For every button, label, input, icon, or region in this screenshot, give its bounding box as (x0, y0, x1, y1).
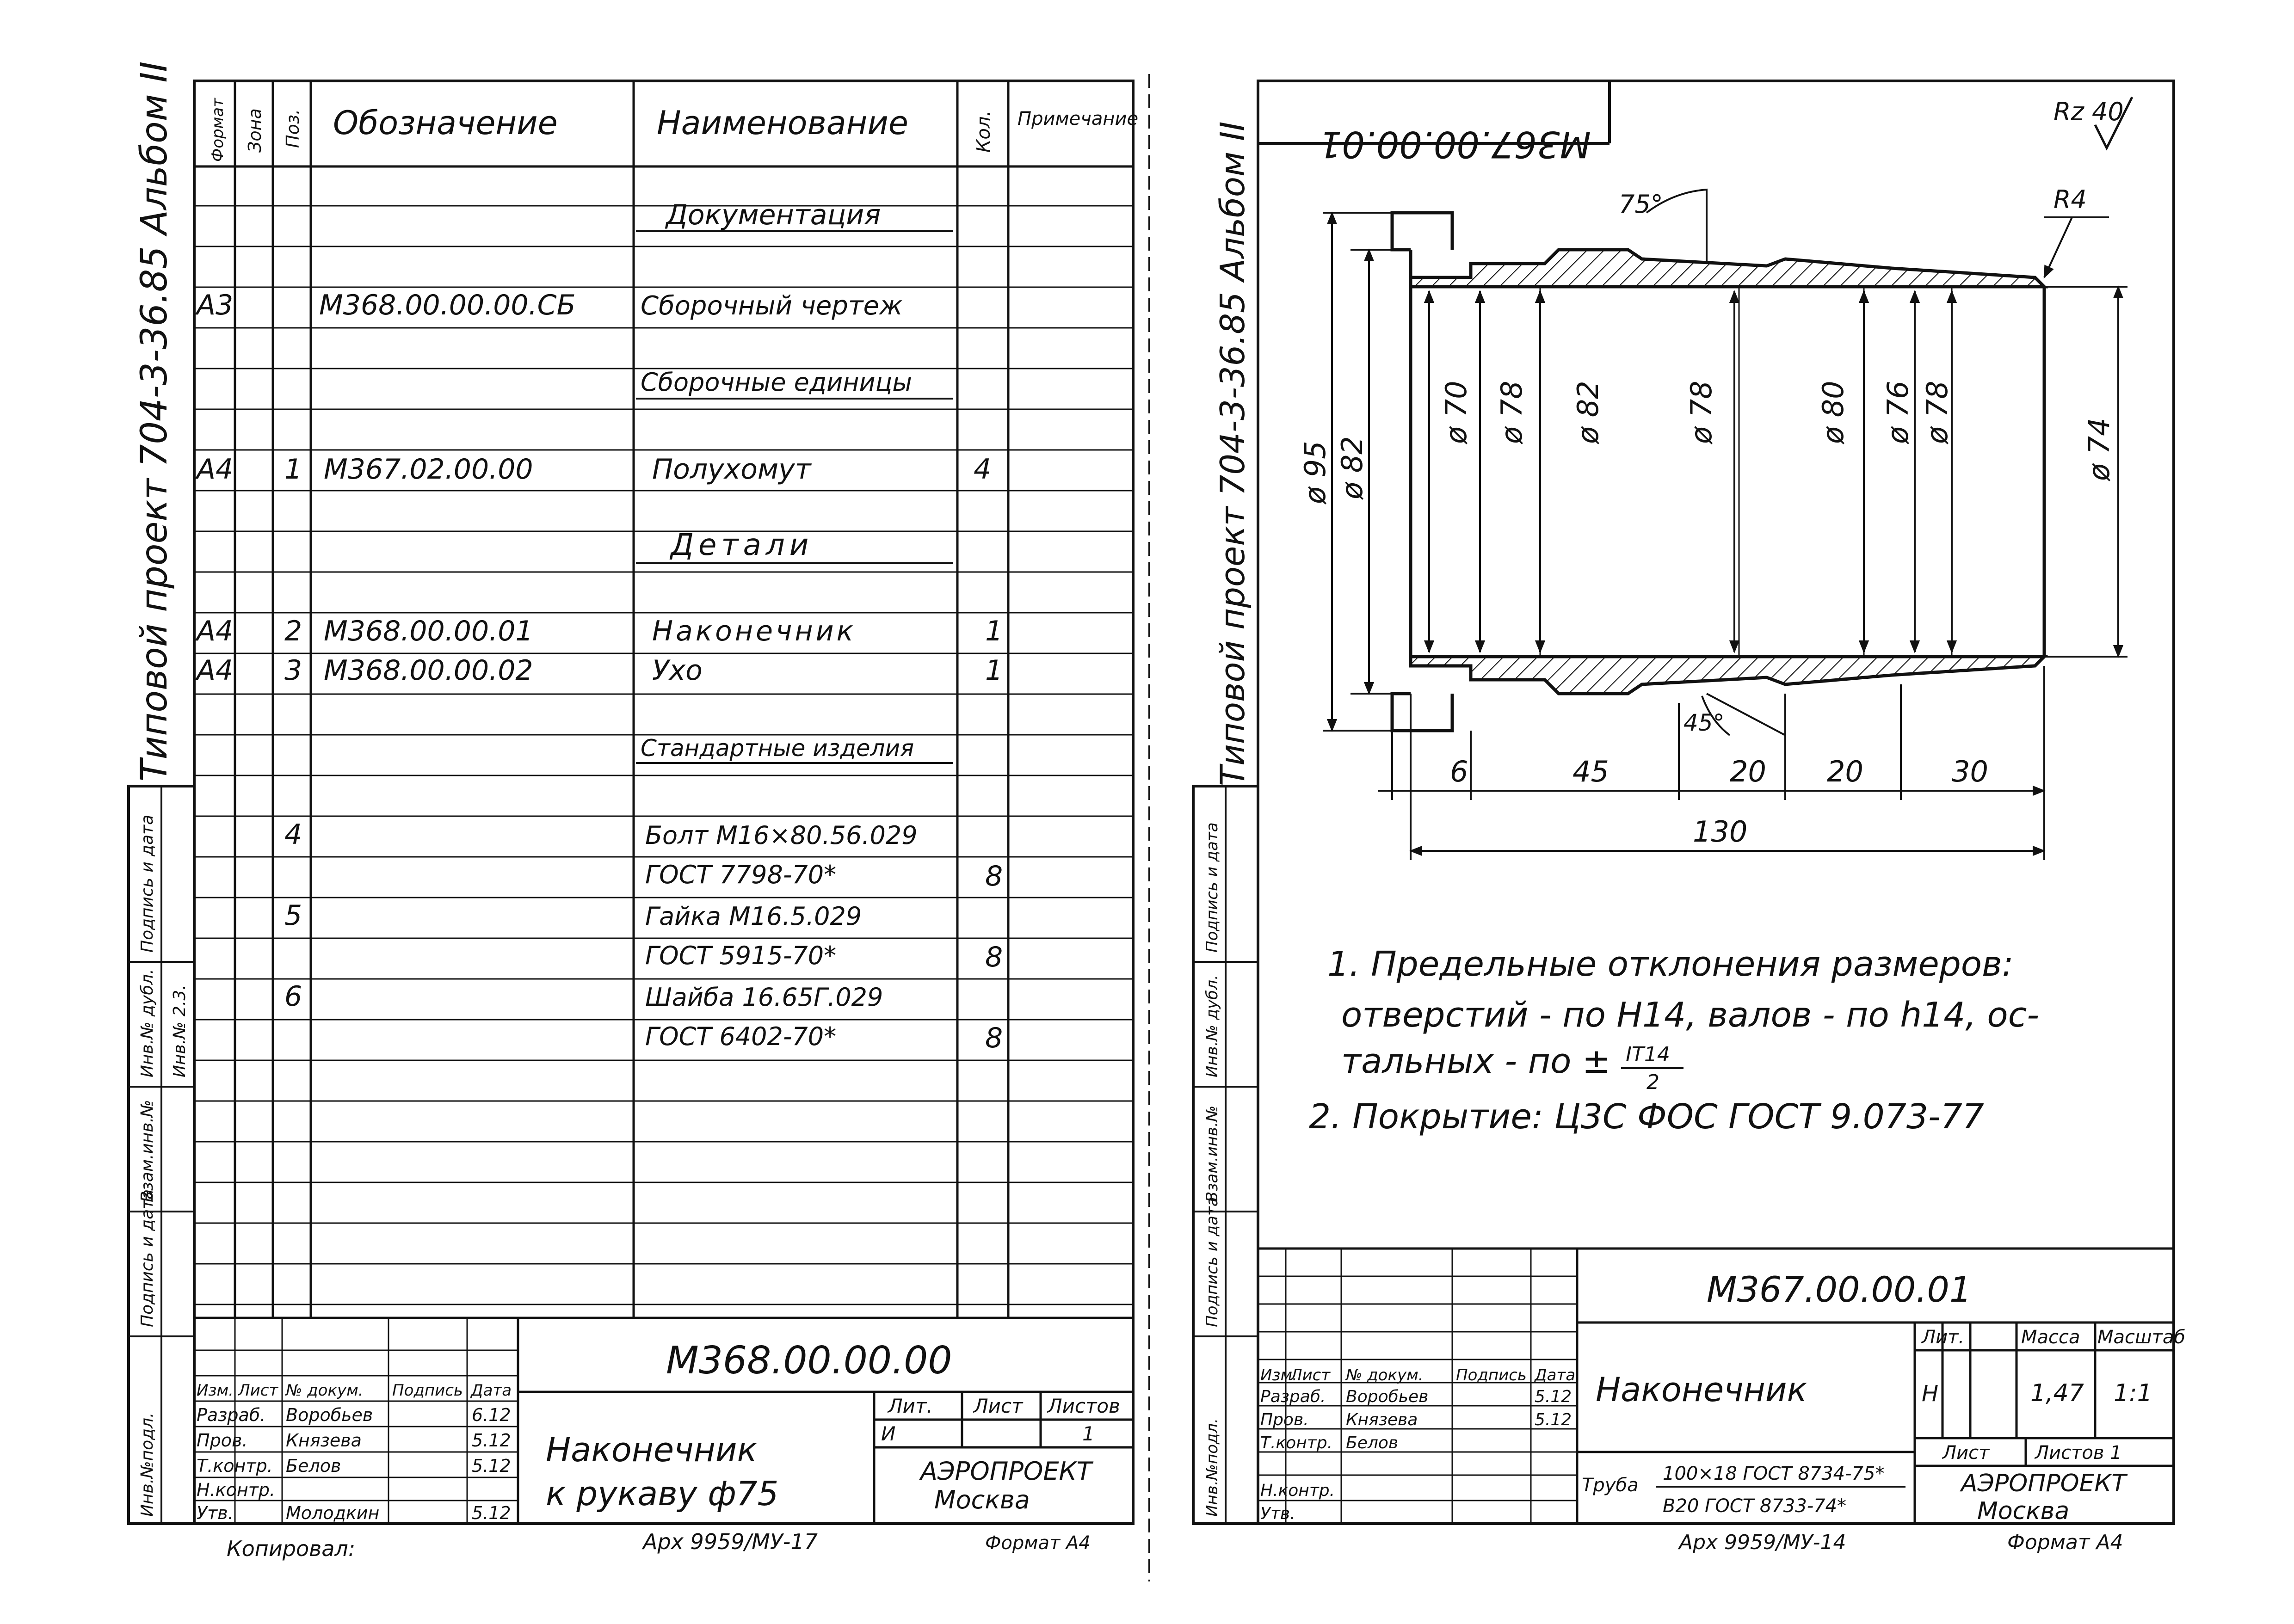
spec-pos: 1 (284, 453, 302, 486)
spec-name: Наконечник (652, 615, 856, 647)
tb-person: Воробьев (286, 1405, 373, 1425)
diameter-labels (1298, 381, 2116, 504)
right-tb-code: М367.00.00.01 (1707, 1269, 1972, 1310)
spec-pos: 5 (284, 899, 302, 932)
tb-date: 5.12 (1535, 1387, 1572, 1406)
tb-mass-value: 1,47 (2030, 1379, 2084, 1407)
left-sheet (129, 62, 1138, 1561)
tb-role: Т.контр. (197, 1456, 273, 1476)
left-side-caption: Типовой проект 704-3-36.85 Альбом II (134, 61, 175, 781)
radius-r4: R4 (2054, 185, 2087, 214)
left-footer-format: Формат А4 (985, 1532, 1091, 1554)
right-side-fields (1203, 822, 1221, 1517)
tb-role: Пров. (197, 1430, 248, 1451)
tb-col: Лист (238, 1381, 278, 1400)
spec-designation: М368.00.00.02 (324, 654, 533, 687)
spec-name: Документация (666, 199, 881, 231)
note-1-cont: отверстий - по Н14, валов - по h14, ос- (1341, 995, 2040, 1035)
left-tb-people (197, 1405, 511, 1523)
dim-d82-inner: ø 82 (1571, 381, 1605, 444)
length-labels (1450, 755, 1988, 849)
spec-name: ГОСТ 6402-70* (645, 1022, 837, 1051)
left-footer-copied: Копировал: (227, 1536, 356, 1561)
right-sheet (1193, 81, 2185, 1554)
material-line-2: В20 ГОСТ 8733-74* (1663, 1495, 1847, 1517)
len-45: 45 (1572, 755, 1609, 788)
right-footer-archive: Арх 9959/МУ-14 (1679, 1531, 1846, 1554)
spec-qty: 8 (985, 860, 1003, 892)
spec-pos: 3 (284, 654, 302, 687)
tb-role: Утв. (197, 1503, 234, 1523)
tb-col: Изм. (197, 1381, 234, 1400)
side-field: Подпись и дата (138, 1189, 157, 1327)
tb-col: Изм. (1260, 1366, 1297, 1384)
dim-d78-a: ø 78 (1495, 381, 1529, 444)
tb-role: Т.контр. (1260, 1433, 1333, 1452)
side-field: Инв.№ дубл. (1203, 975, 1221, 1077)
right-footer-format: Формат А4 (2007, 1531, 2123, 1554)
tb-sheets-value: 1 (1082, 1422, 1095, 1445)
tb-role: Разраб. (1260, 1387, 1326, 1406)
tb-scale-label: Масштаб (2097, 1327, 2186, 1348)
spec-qty: 4 (974, 453, 992, 486)
col-zone: Зона (245, 108, 265, 153)
dim-d82-outer: ø 82 (1335, 436, 1369, 499)
side-field: Инв.№ дубл. (138, 969, 157, 1077)
tb-date: 6.12 (472, 1405, 511, 1425)
tb-lit-value: И (881, 1422, 896, 1445)
material-prefix: Труба (1582, 1475, 1639, 1496)
left-side-fields (138, 815, 189, 1517)
spec-qty: 8 (985, 1022, 1003, 1054)
spec-name: Сборочный чертеж (641, 291, 903, 321)
dim-d76: ø 76 (1881, 381, 1915, 444)
len-130: 130 (1693, 815, 1748, 849)
note-frac-num: IT14 (1626, 1043, 1670, 1066)
tb-scale-value: 1:1 (2114, 1379, 2152, 1407)
spec-name: Стандартные изделия (641, 735, 914, 762)
tb-date: 5.12 (472, 1430, 511, 1451)
side-field: Инв.№подл. (1203, 1418, 1221, 1517)
material-line-1: 100×18 ГОСТ 8734-75* (1663, 1463, 1885, 1484)
tb-col: Дата (1535, 1366, 1576, 1384)
tb-person: Молодкин (286, 1503, 380, 1523)
spec-qty: 1 (985, 654, 1003, 687)
right-tb-people (1260, 1387, 1572, 1523)
right-side-caption: Типовой проект 704-3-36.85 Альбом II (1213, 121, 1252, 786)
dim-d78-c: ø 78 (1920, 381, 1954, 444)
col-designation: Обозначение (333, 104, 558, 142)
side-field: Инв.№подл. (138, 1412, 157, 1517)
spec-pos: 6 (284, 980, 302, 1013)
dim-d78-b: ø 78 (1684, 381, 1718, 444)
tb-sheet-label: Лист (1942, 1442, 1990, 1464)
len-6: 6 (1450, 755, 1468, 788)
len-20-a: 20 (1730, 755, 1766, 788)
tb-col: № докум. (1346, 1366, 1424, 1384)
tb-col: Дата (471, 1381, 512, 1400)
right-tb-org-2: Москва (1977, 1497, 2070, 1525)
left-tb-name-1: Наконечник (546, 1430, 758, 1469)
dim-d74: ø 74 (2082, 418, 2116, 481)
spec-designation: М368.00.00.00.СБ (319, 289, 576, 321)
dim-d80: ø 80 (1816, 381, 1850, 444)
spec-name: ГОСТ 5915-70* (645, 941, 837, 970)
tb-role: Пров. (1260, 1410, 1309, 1429)
side-field: Подпись и дата (138, 814, 157, 953)
spec-header (209, 98, 1138, 162)
tb-person: Князева (286, 1430, 362, 1451)
side-field: Подпись и дата (1203, 822, 1221, 953)
spec-name: Полухомут (652, 453, 811, 486)
spec-name: Шайба 16.65Г.029 (645, 983, 883, 1012)
left-tb-org-1: АЭРОПРОЕКТ (920, 1457, 1092, 1486)
len-30: 30 (1952, 755, 1988, 788)
spec-name: Детали (671, 528, 814, 562)
right-tb-name: Наконечник (1596, 1370, 1807, 1409)
side-field: Подпись и дата (1203, 1197, 1221, 1327)
tb-lit-label: Лит. (1922, 1327, 1965, 1348)
tb-role: Разраб. (197, 1405, 266, 1425)
spec-name: Болт М16×80.56.029 (645, 821, 918, 850)
spec-qty: 8 (985, 941, 1003, 973)
side-field: Взам.инв.№ (1203, 1105, 1221, 1202)
dim-d70: ø 70 (1439, 381, 1473, 444)
note-1-end: тальных - по ± (1341, 1041, 1611, 1081)
tb-person: Князева (1346, 1410, 1418, 1429)
note-frac-den: 2 (1646, 1070, 1659, 1094)
left-tb-name-2: к рукаву ф75 (546, 1474, 779, 1513)
right-tb-org-1: АЭРОПРОЕКТ (1961, 1470, 2127, 1497)
spec-name: Ухо (652, 654, 703, 687)
roughness-label: Rz 40 (2054, 97, 2124, 126)
right-tb-meta (1921, 1327, 2185, 1464)
col-format: Формат (209, 98, 227, 162)
tb-person: Воробьев (1346, 1387, 1429, 1406)
angle-45: 45° (1684, 709, 1725, 736)
right-tb-headers (1260, 1366, 1575, 1384)
part-drawing (1298, 185, 2128, 860)
col-qty: Кол. (973, 110, 994, 153)
spec-format: А4 (197, 615, 234, 647)
tb-person: Белов (286, 1456, 341, 1476)
tb-sheets-label: Листов 1 (2035, 1442, 2122, 1464)
spec-format: А3 (197, 289, 234, 321)
tb-col: № докум. (286, 1381, 364, 1400)
note-2: 2. Покрытие: Ц3С ФОС ГОСТ 9.073-77 (1309, 1097, 1984, 1137)
tb-mass-label: Масса (2021, 1327, 2080, 1348)
col-name: Наименование (657, 104, 908, 142)
spec-designation: М367.02.00.00 (324, 453, 533, 486)
left-footer-archive: Арх 9959/МУ-17 (643, 1529, 818, 1554)
spec-name: Сборочные единицы (641, 368, 913, 397)
tb-sheets-label: Листов (1048, 1395, 1120, 1417)
spec-name: Гайка М16.5.029 (645, 902, 862, 931)
tb-role: Утв. (1260, 1504, 1295, 1523)
tb-date: 5.12 (472, 1456, 511, 1476)
spec-designation: М368.00.00.01 (324, 615, 533, 647)
spec-format: А4 (197, 654, 234, 687)
tb-role: Н.контр. (1260, 1481, 1335, 1500)
spec-format: А4 (197, 453, 234, 486)
side-inv-number: Инв.№ 2.3. (170, 984, 189, 1077)
note-1: 1. Предельные отклонения размеров: (1327, 944, 2014, 984)
col-note: Примечание (1018, 108, 1139, 129)
tb-person: Белов (1346, 1433, 1399, 1452)
roughness-mark (2054, 97, 2132, 148)
left-tb-headers (197, 1381, 512, 1400)
dim-d95: ø 95 (1298, 441, 1332, 504)
side-field: Взам.инв.№ (138, 1100, 157, 1202)
mirrored-code: М367.00.00.01 (1319, 123, 1591, 165)
tb-lit-value: Н (1922, 1381, 1939, 1407)
tb-col: Лист (1290, 1366, 1331, 1384)
left-tb-code: М368.00.00.00 (666, 1339, 952, 1383)
tb-lit-label: Лит. (888, 1395, 933, 1417)
tb-sheet-label: Лист (974, 1395, 1023, 1417)
spec-qty: 1 (985, 615, 1003, 647)
spec-name: ГОСТ 7798-70* (645, 860, 837, 889)
angle-75: 75° (1619, 190, 1663, 219)
technical-notes (1309, 944, 2039, 1137)
tb-role: Н.контр. (197, 1480, 276, 1500)
spec-pos: 4 (284, 818, 302, 851)
tb-date: 5.12 (472, 1503, 511, 1523)
tb-date: 5.12 (1535, 1410, 1572, 1429)
tb-col: Подпись (1456, 1366, 1527, 1384)
tb-col: Подпись (392, 1381, 463, 1400)
left-tb-org-2: Москва (934, 1485, 1030, 1514)
col-pos: Поз. (283, 109, 303, 148)
len-20-b: 20 (1827, 755, 1863, 788)
spec-pos: 2 (284, 615, 302, 647)
